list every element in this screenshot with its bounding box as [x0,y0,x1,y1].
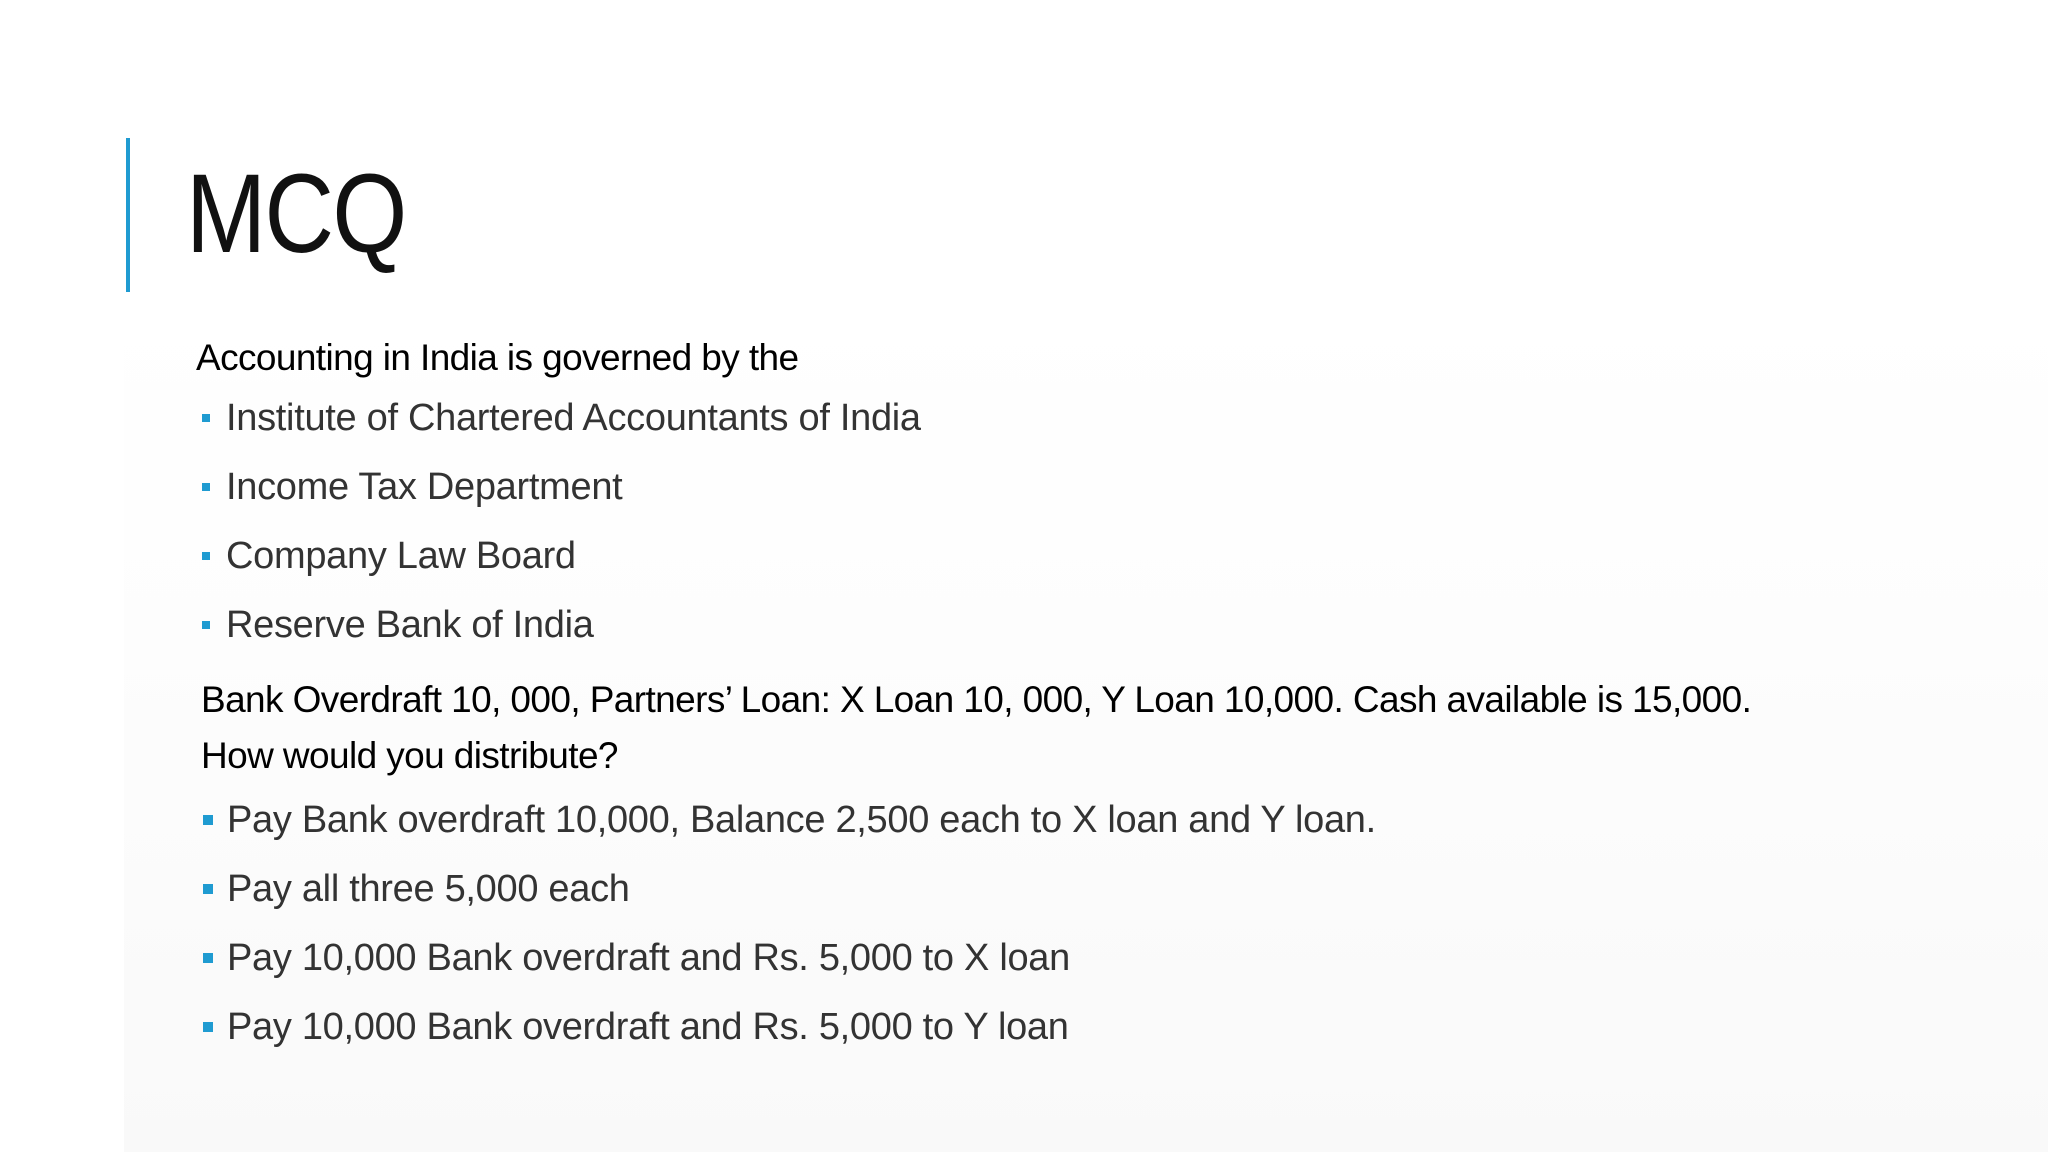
question-block-1 [196,330,1996,666]
question-2-text [201,672,2001,784]
slide-title: MCQ [186,151,406,276]
square-bullet-icon [202,483,210,491]
square-bullet-icon [203,1022,213,1032]
question-block-2 [201,672,2001,1068]
option-label: Company Law Board [226,535,576,577]
question-1-options [196,390,1996,666]
square-bullet-icon [203,953,213,963]
square-bullet-icon [203,884,213,894]
option-label: Income Tax Department [226,466,623,508]
question-1-text: Accounting in India is governed by the [196,337,799,378]
square-bullet-icon [202,621,210,629]
option-label: Institute of Chartered Accountants of India [226,397,921,439]
square-bullet-icon [202,552,210,560]
square-bullet-icon [203,815,213,825]
question-1-option-3 [196,528,1996,597]
question-2-option-3 [201,930,2001,999]
question-1-option-4 [196,597,1996,666]
question-2-option-1 [201,792,2001,861]
option-label: Reserve Bank of India [226,604,594,646]
question-2-option-4 [201,999,2001,1068]
question-2-options [201,792,2001,1068]
question-1-option-2 [196,459,1996,528]
title-accent-bar [126,138,130,292]
option-label: Pay 10,000 Bank overdraft and Rs. 5,000 to X loan [227,937,1070,979]
question-1-option-1 [196,390,1996,459]
option-label: Pay 10,000 Bank overdraft and Rs. 5,000 to Y loan [227,1006,1069,1048]
question-2-option-2 [201,861,2001,930]
option-label: Pay all three 5,000 each [227,868,630,910]
question-2-line-2: How would you distribute? [201,735,618,776]
option-label: Pay Bank overdraft 10,000, Balance 2,500 each to X loan and Y loan. [227,799,1376,841]
question-2-line-1: Bank Overdraft 10, 000, Partners’ Loan: X Loan 10, 000, Y Loan 10,000. Cash available is 15,000. [201,679,1752,720]
square-bullet-icon [202,414,210,422]
